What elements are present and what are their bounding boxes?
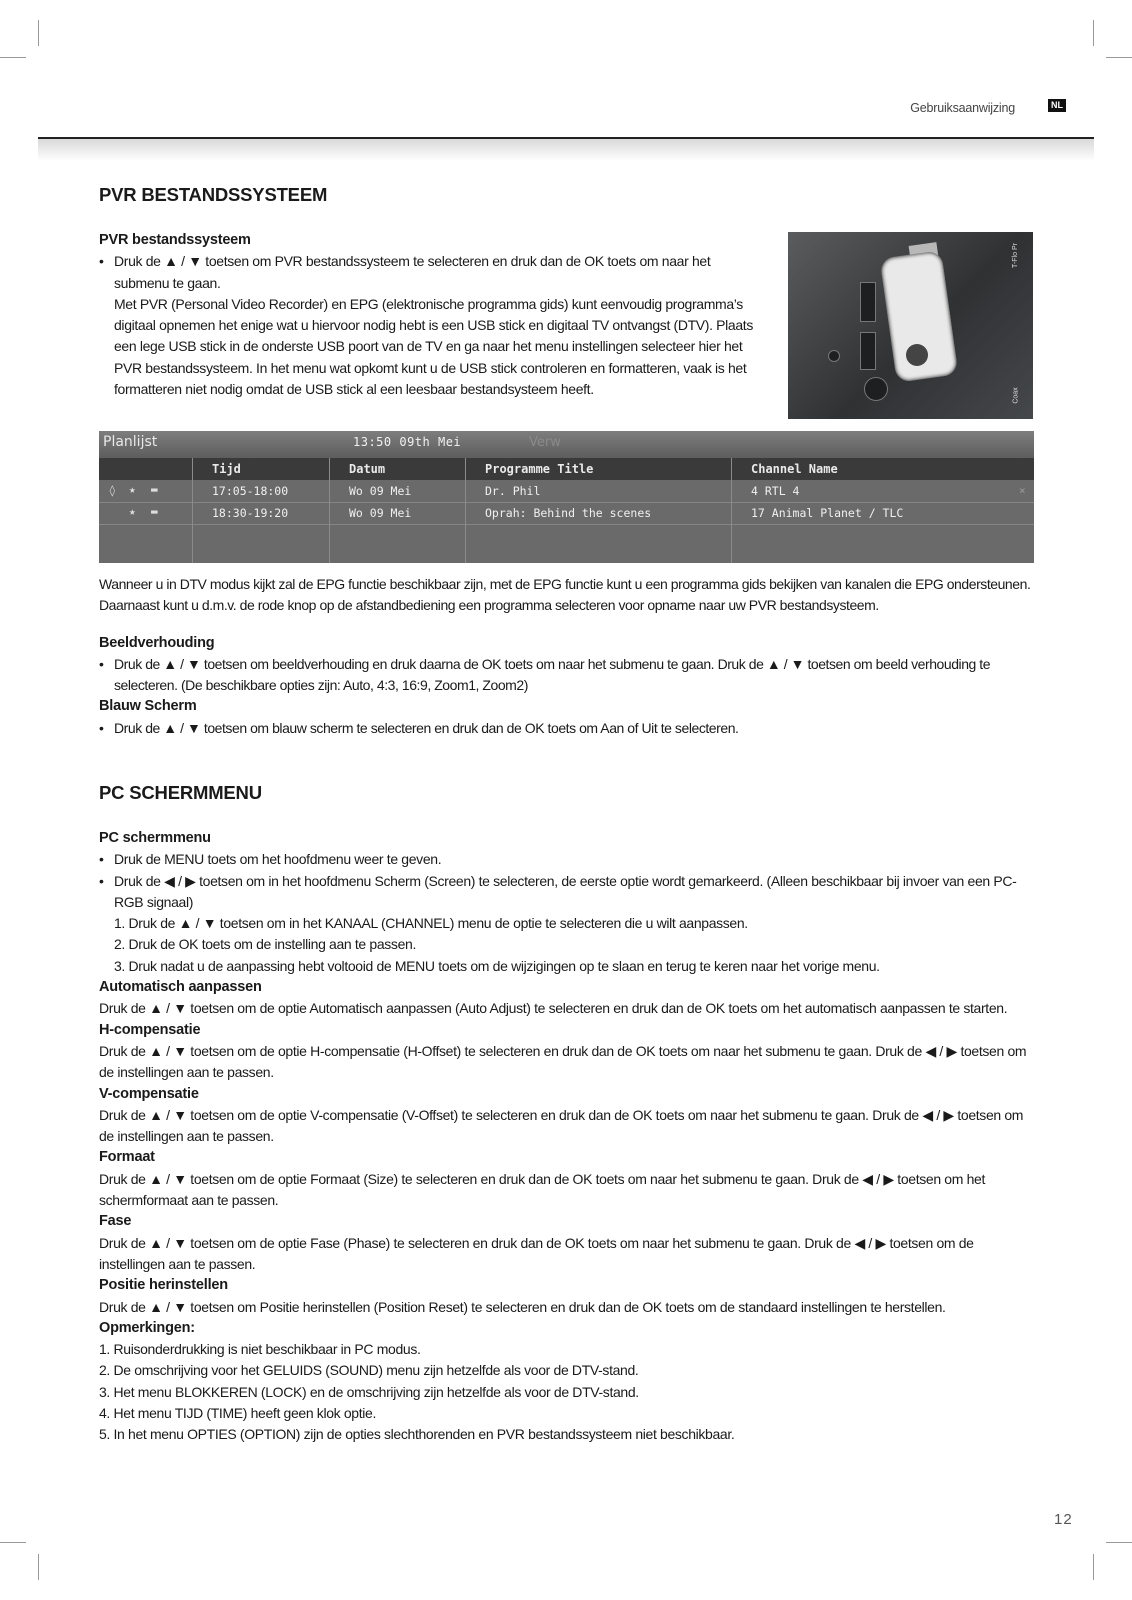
pc-step-3: 3. Druk nadat u de aanpassing hebt voltooid de MENU toets om de wijzigingen op te slaan en terug te keren naar het vorige menu. xyxy=(114,957,880,974)
record-icon: ▬ xyxy=(151,505,158,518)
tv-cell: Wo 09 Mei xyxy=(349,484,412,498)
v-compensatie-text: Druk de ▲ / ▼ toetsen om de optie V-compensatie (V-Offset) te selecteren en druk dan de OK toets om naar het submenu te gaan. Druk de ◀ / ▶ toetsen om de instellingen aan te passen. xyxy=(99,1106,1024,1145)
subheading-fase: Fase xyxy=(99,1213,132,1230)
bullet-item: • Druk de MENU toets om het hoofdmenu weer te geven. xyxy=(99,849,1034,870)
pc-bullet-2: Druk de ◀ / ▶ toetsen om in het hoofdmenu Scherm (Screen) te selecteren, de eerste optie wordt gemarkeerd. (Alleen beschikbaar bij invoer van een PC-RGB signaal) xyxy=(114,872,1017,910)
beeldverhouding-text: Druk de ▲ / ▼ toetsen om beeldverhouding en druk daarna de OK toets om naar het submenu te gaan. Druk de ▲ / ▼ toetsen om beeld verhouding te selecteren. (De beschikbare opties zijn: Auto, 4:3, 16:9, Zoom1, Zoom2) xyxy=(114,655,991,694)
crop-mark xyxy=(1093,20,1094,46)
positie-text: Druk de ▲ / ▼ toetsen om Positie herinstellen (Position Reset) te selecteren en druk dan de OK toets om de standaard instellingen te herstellen. xyxy=(99,1298,946,1315)
bullet-item: • Druk de ▲ / ▼ toetsen om PVR bestandssysteem te selecteren en druk dan de OK toets om naar het submenu te gaan. Met PVR (Personal Video Recorder) en EPG (elektronische programma gids) kunt eenvoudig programma’s digitaal opnemen het enige wat u hiervoor nodig hebt is een USB stick en digitaal TV ontvangst (DTV). Plaats een lege USB stick in de onderste USB poort van de TV en ga naar het menu instellingen selecteer hier het PVR bestandssysteem. In het menu wat opkomt kunt u de USB stick controleren en formatteren, vaak is het formatteren niet nodig omdat de USB stick al een leesbaar bestandsysteem heeft. xyxy=(99,251,759,400)
pvr-more-text xyxy=(99,574,1034,739)
lock-icon: ◊ xyxy=(109,484,116,497)
usb-port xyxy=(860,282,876,322)
crop-mark xyxy=(38,1554,39,1580)
note-item: 4. Het menu TIJD (TIME) heeft geen klok optie. xyxy=(99,1405,376,1422)
photo-label: T-Flo Pr xyxy=(1011,243,1019,268)
tv-col-header: Programme Title xyxy=(485,462,594,476)
pvr-paragraph: Met PVR (Personal Video Recorder) en EPG (elektronische programma gids) kunt eenvoudig programma’s digitaal opnemen het enige wat u hiervoor nodig hebt is een USB stick en digitaal TV ontvangst (DTV). Plaats een lege USB stick in de onderste USB poort van de TV en ga naar het menu instellingen selecteer hier het PVR bestandssysteem. In het menu wat opkomt kunt u de USB stick controleren en formatteren, vaak is het formatteren niet nodig omdat de USB stick al een leesbaar bestandsysteem heeft. xyxy=(114,295,753,398)
pc-bullet-1: Druk de MENU toets om het hoofdmenu weer te geven. xyxy=(114,851,442,868)
tv-cell: 17 Animal Planet / TLC xyxy=(751,506,904,520)
section-pc-schermmenu xyxy=(99,781,1034,1446)
note-item: 2. De omschrijving voor het GELUIDS (SOUND) menu zijn hetzelfde als voor de DTV-stand. xyxy=(99,1362,639,1379)
coax-port xyxy=(864,377,888,401)
bullet-item: • Druk de ◀ / ▶ toetsen om in het hoofdmenu Scherm (Screen) te selecteren, de eerste optie wordt gemarkeerd. (Alleen beschikbaar bij invoer van een PC-RGB signaal) xyxy=(99,871,1034,914)
tv-col-header: Datum xyxy=(349,462,386,476)
tv-cell: Oprah: Behind the scenes xyxy=(485,506,652,520)
language-badge: NL xyxy=(1048,99,1066,112)
pvr-bullet-text: Druk de ▲ / ▼ toetsen om PVR bestandssysteem te selecteren en druk dan de OK toets om naar het submenu te gaan. xyxy=(114,253,711,291)
subheading-positie: Positie herinstellen xyxy=(99,1277,228,1294)
tv-col-header: Tijd xyxy=(212,462,241,476)
section-heading-pvr: PVR BESTANDSSYSTEEM xyxy=(99,184,328,205)
tv-cell: 18:30-19:20 xyxy=(212,506,289,520)
subheading-beeldverhouding: Beeldverhouding xyxy=(99,634,215,651)
subheading-formaat: Formaat xyxy=(99,1149,155,1166)
crop-mark xyxy=(1106,57,1132,58)
tv-col-header: Channel Name xyxy=(751,462,838,476)
epg-paragraph: Wanneer u in DTV modus kijkt zal de EPG functie beschikbaar zijn, met de EPG functie kunt u een programma gids bekijken van kanalen die EPG ondersteunen. Daarnaast kunt u d.m.v. de rode knop op de afstandbediening een programma selecteren voor opname naar uw PVR bestandsysteem. xyxy=(99,576,1031,614)
bullet-item: • Druk de ▲ / ▼ toetsen om blauw scherm te selecteren en druk dan de OK toets om Aan of Uit te selecteren. xyxy=(99,718,1034,739)
pvr-text-block xyxy=(99,230,759,400)
header-title: Gebruiksaanwijzing xyxy=(910,101,1015,115)
tv-cell: Wo 09 Mei xyxy=(349,506,412,520)
crop-mark xyxy=(38,20,39,46)
h-compensatie-text: Druk de ▲ / ▼ toetsen om de optie H-compensatie (H-Offset) te selecteren en druk dan de OK toets om naar het submenu te gaan. Druk de ◀ / ▶ toetsen om de instellingen aan te passen. xyxy=(99,1042,1027,1081)
usb-port xyxy=(860,332,876,370)
note-item: 5. In het menu OPTIES (OPTION) zijn de opties slechthorenden en PVR bestandssysteem niet beschikbaar. xyxy=(99,1426,735,1443)
page-number: 12 xyxy=(1054,1511,1073,1528)
jack-port xyxy=(828,350,840,362)
close-icon: × xyxy=(1019,484,1026,497)
header-rule-shadow xyxy=(38,139,1094,161)
subheading-pc: PC schermmenu xyxy=(99,830,211,846)
crop-mark xyxy=(0,1542,26,1543)
note-item: 3. Het menu BLOKKEREN (LOCK) en de omschrijving zijn hetzelfde als voor de DTV-stand. xyxy=(99,1383,639,1400)
tv-overlay-text: Verw xyxy=(529,435,561,450)
subheading-v-compensatie: V-compensatie xyxy=(99,1085,199,1102)
crop-mark xyxy=(1106,1542,1132,1543)
subheading-opmerkingen: Opmerkingen: xyxy=(99,1319,195,1336)
photo-label: Coax xyxy=(1012,387,1020,404)
tv-cell: Dr. Phil xyxy=(485,484,541,498)
pc-step-1: 1. Druk de ▲ / ▼ toetsen om in het KANAAL (CHANNEL) menu de optie te selecteren die u wilt aanpassen. xyxy=(114,915,748,932)
subheading-blauw-scherm: Blauw Scherm xyxy=(99,698,197,715)
bullet-item: • Druk de ▲ / ▼ toetsen om beeldverhouding en druk daarna de OK toets om naar het submenu te gaan. Druk de ▲ / ▼ toetsen om beeld verhouding te selecteren. (De beschikbare opties zijn: Auto, 4:3, 16:9, Zoom1, Zoom2) xyxy=(99,654,1034,697)
tv-screen-title: Planlijst xyxy=(103,434,158,450)
crop-mark xyxy=(1093,1554,1094,1580)
usb-stick-hole xyxy=(906,344,928,366)
section-heading-pc: PC SCHERMMENU xyxy=(99,782,262,803)
subheading-automatisch: Automatisch aanpassen xyxy=(99,979,262,996)
planlijst-screenshot xyxy=(99,431,1034,563)
tv-clock: 13:50 09th Mei xyxy=(353,435,462,449)
usb-stick-photo xyxy=(788,232,1033,419)
subheading-pvr: PVR bestandssysteem xyxy=(99,232,251,248)
crop-mark xyxy=(0,57,26,58)
fase-text: Druk de ▲ / ▼ toetsen om de optie Fase (Phase) te selecteren en druk dan de OK toets om naar het submenu te gaan. Druk de ◀ / ▶ toetsen om de instellingen aan te passen. xyxy=(99,1234,974,1272)
subheading-h-compensatie: H-compensatie xyxy=(99,1021,201,1038)
blauw-scherm-text: Druk de ▲ / ▼ toetsen om blauw scherm te selecteren en druk dan de OK toets om Aan of Uit te selecteren. xyxy=(114,719,739,736)
star-icon: ★ xyxy=(129,505,136,518)
pc-step-2: 2. Druk de OK toets om de instelling aan te passen. xyxy=(114,936,416,953)
note-item: 1. Ruisonderdrukking is niet beschikbaar in PC modus. xyxy=(99,1341,421,1358)
tv-cell: 4 RTL 4 xyxy=(751,484,800,498)
star-icon: ★ xyxy=(129,483,136,496)
record-icon: ▬ xyxy=(151,483,158,496)
automatisch-text: Druk de ▲ / ▼ toetsen om de optie Automatisch aanpassen (Auto Adjust) te selecteren en druk dan de OK toets om het automatisch aanpassen te starten. xyxy=(99,1000,1008,1017)
formaat-text: Druk de ▲ / ▼ toetsen om de optie Formaat (Size) te selecteren en druk dan de OK toets om naar het submenu te gaan. Druk de ◀ / ▶ toetsen om het schermformaat aan te passen. xyxy=(99,1170,985,1209)
tv-cell: 17:05-18:00 xyxy=(212,484,289,498)
